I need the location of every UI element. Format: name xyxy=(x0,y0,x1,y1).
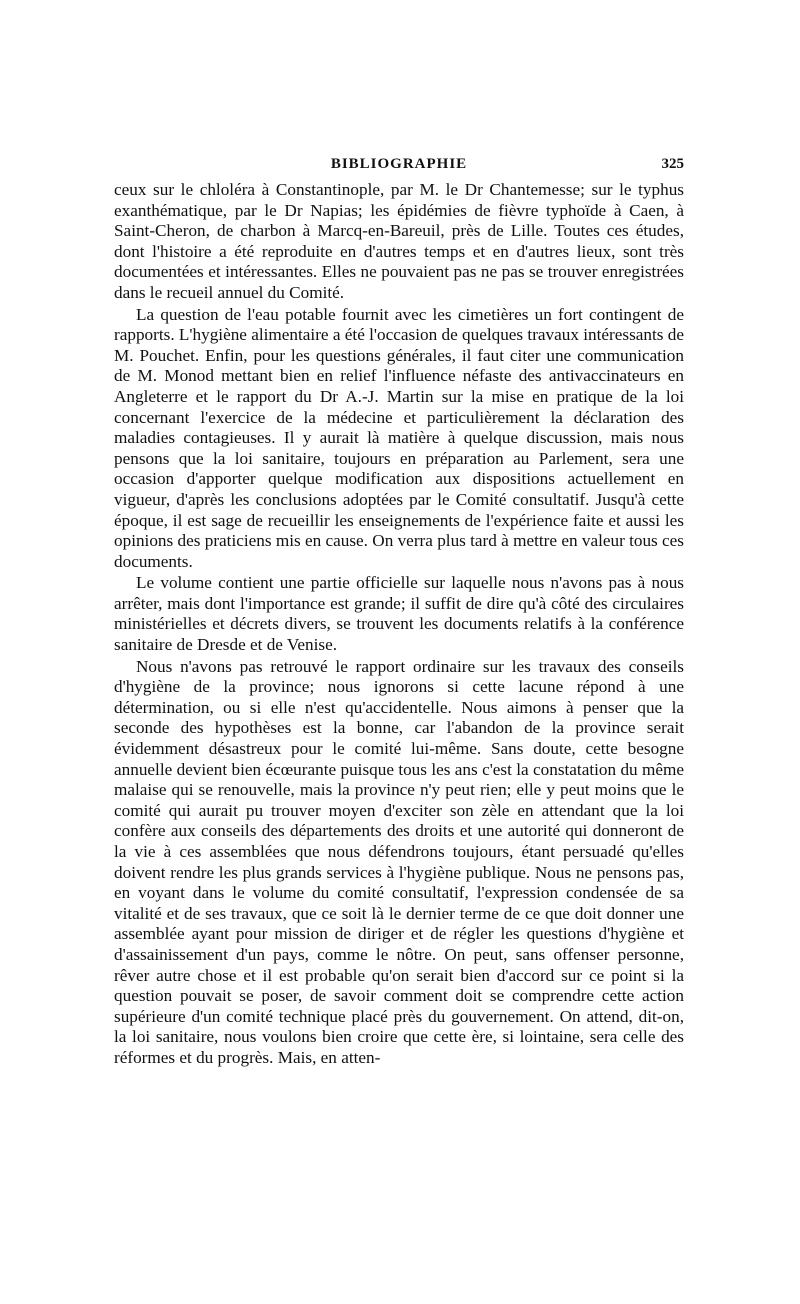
running-title: BIBLIOGRAPHIE xyxy=(330,156,468,172)
paragraph-conseils-hygiene: Nous n'avons pas retrouvé le rapport ordinaire sur les travaux des conseils d'hygiène de la province; nous ignorons si cette lacune répond à une détermination, ou si elle n'est qu'accidentelle. Nous aimons à penser que la seconde des hypothèses est la bonne, car l'abandon de la province serait évidemment désastreux pour le comité lui-même. Sans doute, cette besogne annuelle devient bien écœurante puisque tous les ans c'est la constatation du même malaise qui se renouvelle, mais la province n'y peut rien; elle y peut moins que le comité qui aurait pu trouver moyen d'exciter son zèle en attendant que la loi confère aux conseils des départements des droits et une autorité qui donneront de la vie à ces assemblées que nous défendrons toujours, étant persuadé qu'elles doivent rendre les plus grands services à l'hygiène publique. Nous ne pensons pas, en voyant dans le volume du comité consultatif, l'expression condensée de sa vitalité et de ses travaux, que ce soit là le dernier terme de ce que doit donner une assemblée ayant pour mission de diriger et de régler les questions d'hygiène et d'assainissement d'un pays, comme le nôtre. On peut, sans offenser personne, rêver autre chose et il est probable qu'on serait bien d'accord sur ce point si la question pouvait se poser, de savoir comment doit se comprendre cette action supérieure d'un comité technique placé près du gouvernement. On attend, dit-on, la loi sanitaire, nous voulons bien croire que cette ère, si lointaine, sera celle des réformes et du progrès. Mais, en atten- xyxy=(114,656,684,1067)
paragraph-continuation: ceux sur le chloléra à Constantinople, par M. le Dr Chantemesse; sur le typhus exanthématique, par le Dr Napias; les épidémies de fièvre typhoïde à Caen, à Saint-Cheron, de charbon à Marcq-en-Bareuil, près de Lille. Toutes ces études, dont l'histoire a été reproduite en d'autres temps et en d'autres lieux, sont très documentées et intéressantes. Elles ne pouvaient pas ne pas se trouver enregistrées dans le recueil annuel du Comité. xyxy=(114,180,684,302)
page-number: 325 xyxy=(661,156,684,172)
book-page xyxy=(114,154,684,1069)
running-head xyxy=(114,154,684,180)
paragraph-eau-potable: La question de l'eau potable fournit avec les cimetières un fort contingent de rapports. L'hygiène alimentaire a été l'occasion de quelques travaux intéressants de M. Pouchet. Enfin, pour les questions générales, il faut citer une communication de M. Monod mettant bien en relief l'influence néfaste des antivaccinateurs en Angleterre et le rapport du Dr A.-J. Martin sur la mise en pratique de la loi concernant l'exercice de la médecine et particulièrement la déclaration des maladies contagieuses. Il y aurait là matière à quelque discussion, mais nous pensons que la loi sanitaire, toujours en préparation au Parlement, sera une occasion d'apporter quelque modification aux dispositions actuellement en vigueur, d'après les conclusions adoptées par le Comité consultatif. Jusqu'à cette époque, il est sage de recueillir les enseignements de l'expérience faite et aussi les opinions des praticiens mis en cause. On verra plus tard à mettre en valeur tous ces documents. xyxy=(114,304,684,571)
paragraph-partie-officielle: Le volume contient une partie officielle sur laquelle nous n'avons pas à nous arrêter, mais dont l'importance est grande; il suffit de dire qu'à côté des circulaires ministérielles et décrets divers, se trouvent les documents relatifs à la conférence sanitaire de Dresde et de Venise. xyxy=(114,573,684,655)
